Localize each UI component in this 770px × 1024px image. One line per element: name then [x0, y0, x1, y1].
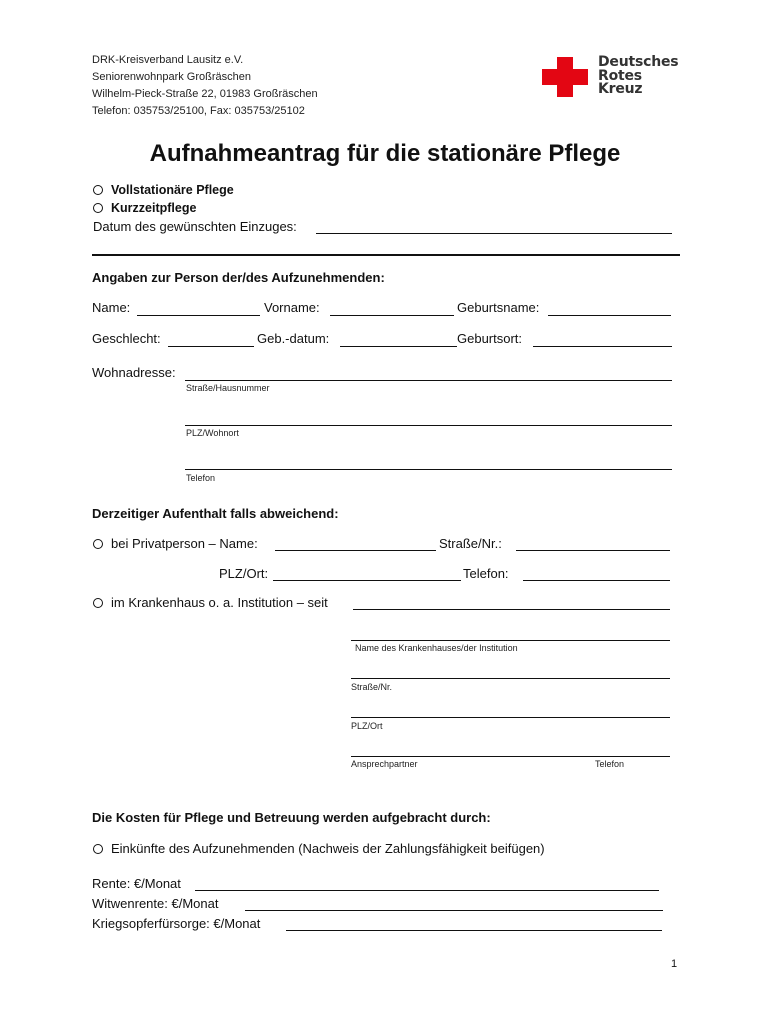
witwenrente-label: Witwenrente: €/Monat [92, 896, 219, 911]
radio-kurzzeitpflege[interactable] [93, 203, 103, 213]
logo-line-2: Rotes [598, 67, 642, 84]
institution-strasse-field[interactable] [351, 678, 670, 679]
privat-plz-label: PLZ/Ort: [219, 566, 269, 581]
red-cross-logo-icon [542, 57, 588, 97]
strasse-hint: Straße/Hausnummer [186, 383, 270, 393]
institution-telefon-hint: Telefon [595, 759, 625, 769]
option-kurzzeitpflege-label: Kurzzeitpflege [111, 201, 197, 215]
plz-hint: PLZ/Wohnort [186, 428, 239, 438]
costs-heading: Die Kosten für Pflege und Betreuung werden aufgebracht durch: [92, 810, 491, 825]
privat-telefon-label: Telefon: [463, 566, 509, 581]
radio-vollstationaer[interactable] [93, 185, 103, 195]
geb-datum-field[interactable] [340, 346, 457, 347]
person-heading: Angaben zur Person der/des Aufzunehmenden: [92, 270, 385, 285]
kriegsopfer-field[interactable] [286, 930, 662, 931]
wohnadresse-label: Wohnadresse: [92, 365, 176, 380]
logo-line-1: Deutsches [598, 54, 679, 70]
telefon-field[interactable] [185, 469, 672, 470]
geschlecht-label: Geschlecht: [92, 331, 161, 346]
date-field[interactable] [316, 233, 672, 234]
telefon-hint: Telefon [186, 473, 216, 483]
geburtsort-label: Geburtsort: [457, 331, 523, 346]
facility-phone: Telefon: 035753/25100, Fax: 035753/25102 [92, 105, 305, 117]
facility-name: Seniorenwohnpark Großräschen [92, 71, 251, 83]
privat-name-field[interactable] [275, 550, 436, 551]
privatperson-label: bei Privatperson – Name: [111, 536, 258, 551]
institution-plz-hint: PLZ/Ort [351, 721, 383, 731]
geburtsname-field[interactable] [548, 315, 671, 316]
geschlecht-field[interactable] [168, 346, 254, 347]
option-kurzzeitpflege[interactable] [93, 201, 196, 215]
radio-einkuenfte[interactable] [93, 844, 103, 854]
vorname-label: Vorname: [264, 300, 320, 315]
rente-label: Rente: €/Monat [92, 876, 181, 891]
page-title: Aufnahmeantrag für die stationäre Pflege [149, 140, 621, 167]
geburtsname-label: Geburtsname: [457, 300, 540, 315]
geb-datum-label: Geb.-datum: [257, 331, 330, 346]
kriegsopfer-label: Kriegsopferfürsorge: €/Monat [92, 916, 261, 931]
rente-field[interactable] [195, 890, 659, 891]
radio-krankenhaus[interactable] [93, 598, 103, 608]
facility-address: Wilhelm-Pieck-Straße 22, 01983 Großräschen [92, 88, 318, 100]
option-einkuenfte[interactable] [93, 841, 545, 856]
institution-contact-field[interactable] [351, 756, 670, 757]
geburtsort-field[interactable] [533, 346, 672, 347]
logo-wordmark [598, 56, 678, 97]
privat-telefon-field[interactable] [523, 580, 670, 581]
name-label: Name: [92, 300, 131, 315]
logo-line-3: Kreuz [598, 81, 643, 97]
ansprechpartner-hint: Ansprechpartner [351, 759, 418, 769]
institution-plz-field[interactable] [351, 717, 670, 718]
privat-strasse-label: Straße/Nr.: [439, 536, 502, 551]
krankenhaus-seit-field[interactable] [353, 609, 670, 610]
name-field[interactable] [137, 315, 260, 316]
privat-strasse-field[interactable] [516, 550, 670, 551]
krankenhaus-label: im Krankenhaus o. a. Institution – seit [111, 595, 328, 610]
einkuenfte-label: Einkünfte des Aufzunehmenden (Nachweis der Zahlungsfähigkeit beifügen) [111, 841, 545, 856]
option-privatperson[interactable] [93, 536, 258, 551]
option-krankenhaus[interactable] [93, 595, 328, 610]
residence-heading: Derzeitiger Aufenthalt falls abweichend: [92, 506, 339, 521]
institution-strasse-hint: Straße/Nr. [351, 682, 393, 692]
page-number: 1 [671, 958, 678, 970]
institution-name-field[interactable] [351, 640, 670, 641]
witwenrente-field[interactable] [245, 910, 663, 911]
strasse-field[interactable] [185, 380, 672, 381]
section-divider [92, 254, 680, 256]
privat-plz-field[interactable] [273, 580, 461, 581]
org-name: DRK-Kreisverband Lausitz e.V. [92, 54, 244, 66]
option-vollstationaer-label: Vollstationäre Pflege [111, 183, 234, 197]
vorname-field[interactable] [330, 315, 454, 316]
plz-field[interactable] [185, 425, 672, 426]
option-vollstationaer[interactable] [93, 183, 234, 197]
radio-privatperson[interactable] [93, 539, 103, 549]
date-label: Datum des gewünschten Einzuges: [93, 219, 297, 234]
institution-name-hint: Name des Krankenhauses/der Institution [355, 643, 518, 653]
